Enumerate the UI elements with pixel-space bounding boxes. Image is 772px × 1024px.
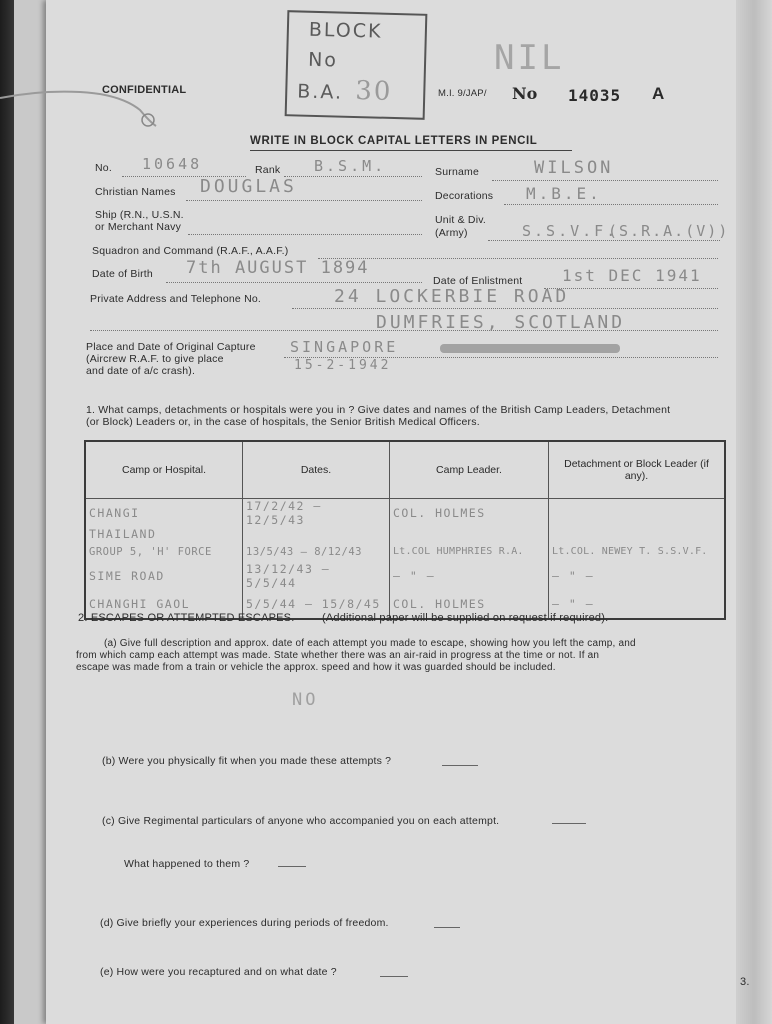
decorations-line xyxy=(504,204,718,205)
capture-date-value: 15-2-1942 xyxy=(294,358,392,373)
question-2c-sub: What happened to them ? xyxy=(124,858,250,870)
question-2a-line-2: from which camp each attempt was made. State whether there was an air-raid in progress at the time or not. If an xyxy=(76,650,600,661)
cell-detachment xyxy=(549,499,726,528)
question-2c: (c) Give Regimental particulars of anyone who accompanied you on each attempt. xyxy=(102,815,500,827)
capture-label-2: (Aircrew R.A.F. to give place xyxy=(86,353,224,365)
question-2a-line-3: escape was made from a train or vehicle the approx. speed and how it was guarded should be included. xyxy=(76,662,556,673)
unit-value-extra: (S.R.A.(V)) xyxy=(608,222,730,240)
christian-names-label: Christian Names xyxy=(95,186,176,198)
christian-names-value: DOUGLAS xyxy=(200,176,297,197)
form-number: 14035 xyxy=(568,86,622,105)
stamp-number: 30 xyxy=(354,75,393,107)
date-of-birth-label: Date of Birth xyxy=(92,268,153,280)
cell-camp: THAILAND xyxy=(85,527,243,541)
no-label: No. xyxy=(95,162,112,174)
enlistment-value: 1st DEC 1941 xyxy=(562,266,702,285)
question-2c-sub-dash xyxy=(278,866,306,867)
mi-reference: M.I. 9/JAP/ xyxy=(438,88,487,99)
header-camp: Camp or Hospital. xyxy=(85,441,243,499)
ship-label-2: or Merchant Navy xyxy=(95,221,182,233)
cell-dates: 17/2/42 — 12/5/43 xyxy=(243,499,390,528)
unit-label-1: Unit & Div. xyxy=(435,214,487,226)
enlistment-line xyxy=(544,288,718,289)
christian-names-line xyxy=(186,200,422,201)
cell-camp: GROUP 5, 'H' FORCE xyxy=(85,541,243,562)
rank-line xyxy=(284,176,422,177)
cell-dates: 13/12/43 — 5/5/44 xyxy=(243,562,390,590)
cell-detachment: Lt.COL. NEWEY T. S.S.V.F. xyxy=(549,541,726,562)
table-row xyxy=(85,527,725,541)
question-2b: (b) Were you physically fit when you made these attempts ? xyxy=(102,755,392,767)
question-2b-dash xyxy=(442,765,478,766)
table-row xyxy=(85,562,725,590)
camps-table-header xyxy=(85,441,725,499)
squadron-label: Squadron and Command (R.A.F., A.A.F.) xyxy=(92,245,289,257)
enlistment-label: Date of Enlistment xyxy=(433,275,523,287)
unit-value: S.S.V.F. xyxy=(522,222,619,240)
block-stamp xyxy=(285,10,428,120)
question-2d: (d) Give briefly your experiences during periods of freedom. xyxy=(100,917,389,929)
table-row xyxy=(85,499,725,528)
instruction-underline xyxy=(250,150,572,151)
address-value-line2: DUMFRIES, SCOTLAND xyxy=(376,312,626,333)
rank-value: B.S.M. xyxy=(314,157,387,175)
cell-camp: CHANGI xyxy=(85,499,243,528)
address-line-1 xyxy=(292,308,718,309)
squadron-line xyxy=(318,258,718,259)
rank-label: Rank xyxy=(255,164,281,176)
cell-dates: 13/5/43 — 8/12/43 xyxy=(243,541,390,562)
unit-line xyxy=(488,240,720,241)
surname-label: Surname xyxy=(435,166,480,178)
unit-label-2: (Army) xyxy=(435,227,468,239)
string-tie-icon xyxy=(0,70,170,140)
no-value: 10648 xyxy=(142,155,203,173)
cell-dates: 5/5/44 — 15/8/45 xyxy=(243,590,390,619)
block-letters-instruction: WRITE IN BLOCK CAPITAL LETTERS IN PENCIL xyxy=(250,135,538,147)
question-2e: (e) How were you recaptured and on what date ? xyxy=(100,966,337,978)
decorations-value: M.B.E. xyxy=(526,184,602,203)
capture-label-1: Place and Date of Original Capture xyxy=(86,341,256,353)
nil-handwritten: NIL xyxy=(494,38,565,78)
question-2-note: (Additional paper will be supplied on request if required). xyxy=(322,612,609,624)
date-of-birth-value: 7th AUGUST 1894 xyxy=(186,258,370,278)
cell-leader: COL. HOLMES xyxy=(390,590,549,619)
address-value-line1: 24 LOCKERBIE ROAD xyxy=(334,286,570,307)
question-1-line-2: (or Block) Leaders or, in the case of hospitals, the Senior British Medical Officers. xyxy=(86,416,480,428)
cell-detachment: — " — xyxy=(549,562,726,590)
form-suffix: A xyxy=(652,84,665,103)
confidential-label: CONFIDENTIAL xyxy=(102,84,187,96)
cell-camp: SIME ROAD xyxy=(85,562,243,590)
ship-label-1: Ship (R.N., U.S.N. xyxy=(95,209,184,221)
page-right-edge xyxy=(736,0,772,1024)
stamp-line-no: No xyxy=(307,48,339,72)
scribble-out-mark xyxy=(440,344,620,353)
cell-detachment: — " — xyxy=(549,590,726,619)
capture-label-3: and date of a/c crash). xyxy=(86,365,196,377)
question-2e-dash xyxy=(380,976,408,977)
capture-place-value: SINGAPORE xyxy=(290,338,399,356)
question-2a-line-1: (a) Give full description and approx. date of each attempt you made to escape, showing how you left the camp, and xyxy=(104,638,636,649)
cell-leader: COL. HOLMES xyxy=(390,499,549,528)
cell-dates xyxy=(243,527,390,541)
surname-line xyxy=(492,180,718,181)
page-number: 3. xyxy=(740,976,750,988)
header-detachment-leader: Detachment or Block Leader (if any). xyxy=(549,441,726,499)
question-2a-answer: NO xyxy=(292,690,319,710)
cell-leader: — " — xyxy=(390,562,549,590)
decorations-label: Decorations xyxy=(435,190,494,202)
question-1-line-1: 1. What camps, detachments or hospitals were you in ? Give dates and names of the British Camp Leaders, Detachment xyxy=(86,404,671,416)
stamp-line-ba: B.A. xyxy=(296,80,344,104)
camps-table xyxy=(84,440,726,620)
date-of-birth-line xyxy=(166,282,422,283)
question-2c-dash xyxy=(552,823,586,824)
stamp-line-block: BLOCK xyxy=(308,18,383,43)
header-dates: Dates. xyxy=(243,441,390,499)
cell-detachment xyxy=(549,527,726,541)
table-row xyxy=(85,541,725,562)
cell-leader: Lt.COL HUMPHRIES R.A. xyxy=(390,541,549,562)
ship-line xyxy=(188,234,422,235)
surname-value: WILSON xyxy=(534,158,614,178)
cell-leader xyxy=(390,527,549,541)
question-2d-dash xyxy=(434,927,460,928)
number-label: No xyxy=(512,84,538,103)
question-2-title: 2. ESCAPES OR ATTEMPTED ESCAPES. xyxy=(78,612,295,624)
address-label: Private Address and Telephone No. xyxy=(90,293,262,305)
header-camp-leader: Camp Leader. xyxy=(390,441,549,499)
cell-camp: CHANGHI GAOL xyxy=(85,590,243,619)
